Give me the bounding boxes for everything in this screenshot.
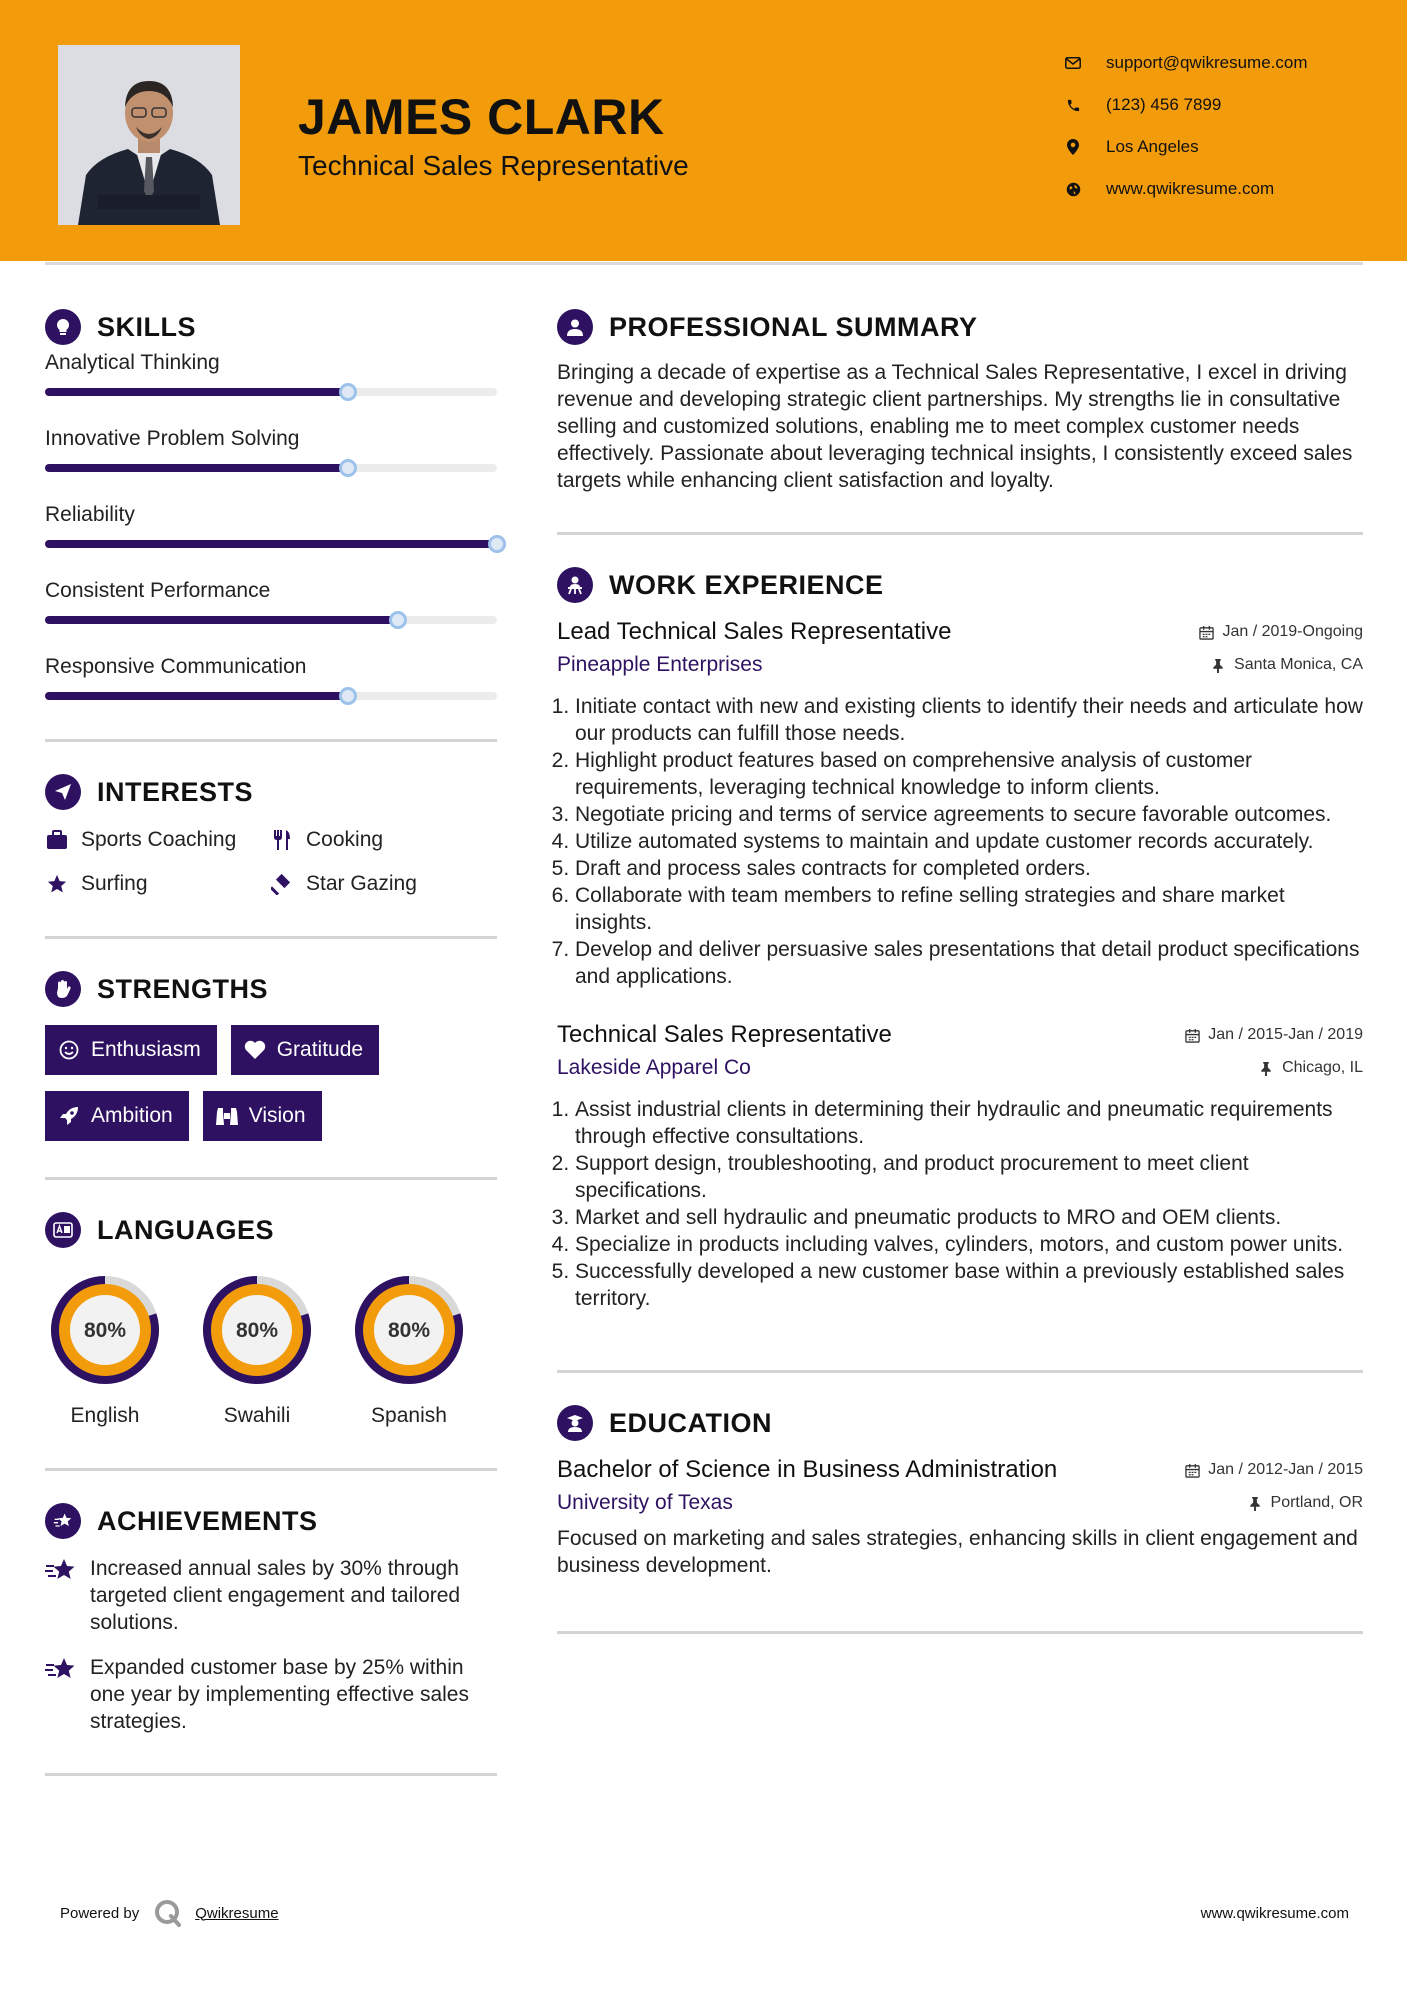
duty-item: 4. Utilize automated systems to maintain and update customer records accurately. <box>575 828 1363 855</box>
language-name: English <box>70 1404 140 1427</box>
paper-plane-icon <box>45 774 81 810</box>
languages-title: LANGUAGES <box>97 1214 275 1245</box>
education-heading <box>557 1401 1363 1445</box>
shooting-star-icon <box>45 1555 79 1636</box>
section-divider <box>45 936 497 939</box>
strengths-section <box>45 967 497 1141</box>
skill-bar-fill <box>45 464 348 472</box>
strength-chip <box>231 1025 379 1075</box>
strength-chip <box>45 1025 217 1075</box>
skill-item <box>45 655 497 731</box>
duty-item: 1. Assist industrial clients in determining their hydraulic and pneumatic requirements through effective consultations. <box>575 1096 1363 1150</box>
skills-list <box>45 351 497 731</box>
summary-text: Bringing a decade of expertise as a Technical Sales Representative, I excel in driving revenue and developing strategic client partnerships. My strengths lie in consultative selling and customized solutions, enabling me to meet complex customer needs effectively. Passionate about leveraging technical insights, I consistently exceed sales targets while enhancing client satisfaction and loyalty. <box>557 361 1353 492</box>
utensils-icon <box>270 828 294 852</box>
job-location-text: Santa Monica, CA <box>1234 656 1363 673</box>
contact-location-text: Los Angeles <box>1106 137 1199 156</box>
job-date-text: Jan / 2015-Jan / 2019 <box>1208 1026 1363 1043</box>
skill-bar <box>45 388 497 396</box>
language-name: Spanish <box>371 1404 447 1427</box>
interests-title: INTERESTS <box>97 776 254 807</box>
section-divider <box>557 532 1363 535</box>
achievements-heading <box>45 1499 497 1543</box>
skill-bar-fill <box>45 616 398 624</box>
strength-label: Ambition <box>91 1104 173 1127</box>
shooting-star-icon <box>45 1654 79 1735</box>
duty-item: 6. Collaborate with team members to refine selling strategies and share market insights. <box>575 882 1363 936</box>
experience-heading <box>557 563 1363 607</box>
achievement-item <box>45 1555 497 1636</box>
skill-name: Responsive Communication <box>45 655 307 678</box>
job-title: Technical Sales Representative <box>557 1021 892 1048</box>
skill-bar-knob <box>389 611 407 629</box>
education-date <box>1184 1461 1363 1479</box>
strengths-title: STRENGTHS <box>97 973 269 1004</box>
skill-bar-fill <box>45 388 348 396</box>
section-divider <box>557 1631 1363 1634</box>
star-icon <box>45 872 69 896</box>
summary-section <box>557 305 1363 494</box>
job-date <box>1184 1026 1363 1044</box>
candidate-name: JAMES CLARK <box>298 89 665 145</box>
gavel-icon <box>270 872 294 896</box>
achievements-title: ACHIEVEMENTS <box>97 1505 318 1536</box>
achievements-section <box>45 1499 497 1735</box>
duty-item: 2. Highlight product features based on comprehensive analysis of customer requirements, leveraging technical knowledge to inform clients. <box>575 747 1363 801</box>
graduate-icon <box>557 1405 593 1441</box>
skill-bar-knob <box>488 535 506 553</box>
contact-list <box>1064 42 1308 210</box>
phone-icon <box>1064 96 1082 114</box>
language-percent: 80% <box>387 1319 431 1342</box>
skill-name: Innovative Problem Solving <box>45 427 300 450</box>
profile-photo <box>58 45 240 225</box>
experience-section <box>557 563 1363 1312</box>
contact-phone[interactable] <box>1064 84 1308 126</box>
lightbulb-icon <box>45 309 81 345</box>
skill-item <box>45 503 497 579</box>
shooting-star-icon <box>45 1503 81 1539</box>
language-item <box>349 1270 469 1428</box>
skill-bar-fill <box>45 692 348 700</box>
skill-bar-fill <box>45 540 497 548</box>
pushpin-icon <box>1247 1495 1263 1511</box>
languages-list <box>45 1270 497 1428</box>
qwikresume-link[interactable]: Qwikresume <box>195 1904 279 1922</box>
education-location-text: Portland, OR <box>1270 1494 1363 1511</box>
skills-title: SKILLS <box>97 311 197 342</box>
contact-phone-text: (123) 456 7899 <box>1106 95 1222 114</box>
language-item <box>197 1270 317 1428</box>
strength-label: Gratitude <box>276 1038 364 1061</box>
language-percent: 80% <box>83 1319 127 1342</box>
section-divider <box>45 1773 497 1776</box>
job-date-text: Jan / 2019-Ongoing <box>1222 623 1363 640</box>
achievement-text: Expanded customer base by 25% within one year by implementing effective sales strategies. <box>90 1656 469 1733</box>
skills-section <box>45 305 497 731</box>
briefcase-icon <box>45 828 69 852</box>
language-ring <box>349 1270 469 1390</box>
contact-location <box>1064 126 1308 168</box>
interest-label: Star Gazing <box>306 872 417 895</box>
job-date <box>1198 623 1363 641</box>
education-entry <box>557 1453 1363 1579</box>
skill-name: Reliability <box>45 503 135 526</box>
achievement-item <box>45 1654 497 1735</box>
contact-email[interactable] <box>1064 42 1308 84</box>
rocket-icon <box>57 1104 81 1128</box>
strength-chip <box>203 1091 322 1141</box>
translate-icon <box>45 1212 81 1248</box>
experience-title: WORK EXPERIENCE <box>609 569 884 600</box>
job-title: Lead Technical Sales Representative <box>557 618 952 645</box>
interests-section <box>45 770 497 896</box>
user-icon <box>557 309 593 345</box>
degree-title: Bachelor of Science in Business Administration <box>557 1456 1058 1483</box>
calendar-icon <box>1184 1462 1200 1478</box>
candidate-title: Technical Sales Representative <box>298 150 689 181</box>
duty-item: 5. Successfully developed a new customer base within a previously established sales territory. <box>575 1258 1363 1312</box>
footer-site-link[interactable]: www.qwikresume.com <box>1200 1905 1349 1922</box>
header-divider <box>45 262 1363 265</box>
strength-label: Vision <box>248 1104 306 1127</box>
education-title: EDUCATION <box>609 1407 772 1438</box>
job-company: Pineapple Enterprises <box>557 653 763 676</box>
job-duties <box>557 693 1363 990</box>
job-duties <box>557 1096 1363 1312</box>
job-location <box>1258 1059 1363 1077</box>
language-name: Swahili <box>223 1404 291 1427</box>
duty-item: 5. Draft and process sales contracts for completed orders. <box>575 855 1363 882</box>
job-location-text: Chicago, IL <box>1282 1059 1363 1076</box>
contact-website-text: www.qwikresume.com <box>1106 179 1275 198</box>
skill-bar-knob <box>339 459 357 477</box>
language-item <box>45 1270 165 1428</box>
duty-item: 7. Develop and deliver persuasive sales presentations that detail product specifications and applications. <box>575 936 1363 990</box>
interest-item <box>270 872 495 896</box>
footer-branding <box>60 1898 279 1928</box>
duty-item: 3. Negotiate pricing and terms of service agreements to secure favorable outcomes. <box>575 801 1363 828</box>
school-name: University of Texas <box>557 1491 733 1514</box>
section-divider <box>45 739 497 742</box>
duty-item: 1. Initiate contact with new and existing clients to identify their needs and articulate how our products can fulfill those needs. <box>575 693 1363 747</box>
language-percent: 80% <box>235 1319 279 1342</box>
heart-icon <box>243 1038 267 1062</box>
summary-heading <box>557 305 1363 349</box>
skill-item <box>45 351 497 427</box>
pushpin-icon <box>1210 657 1226 673</box>
binoculars-icon <box>215 1104 239 1128</box>
interest-label: Sports Coaching <box>81 828 237 851</box>
duty-item: 3. Market and sell hydraulic and pneumatic products to MRO and OEM clients. <box>575 1204 1363 1231</box>
education-description: Focused on marketing and sales strategies, enhancing skills in client engagement and business development. <box>557 1527 1358 1577</box>
interest-item <box>270 828 495 852</box>
powered-by-label: Powered by <box>60 1904 140 1922</box>
strength-chip <box>45 1091 189 1141</box>
calendar-icon <box>1184 1027 1200 1043</box>
interest-item <box>45 872 270 896</box>
pushpin-icon <box>1258 1060 1274 1076</box>
right-column <box>557 305 1363 1634</box>
summary-title: PROFESSIONAL SUMMARY <box>609 311 978 342</box>
skills-heading <box>45 305 497 349</box>
duty-item: 2. Support design, troubleshooting, and product procurement to meet client specifications. <box>575 1150 1363 1204</box>
strengths-heading <box>45 967 497 1011</box>
interest-label: Surfing <box>81 872 148 895</box>
achievement-text: Increased annual sales by 30% through targeted client engagement and tailored solutions. <box>90 1557 461 1634</box>
job-company: Lakeside Apparel Co <box>557 1056 751 1079</box>
skill-item <box>45 427 497 503</box>
education-date-text: Jan / 2012-Jan / 2015 <box>1208 1461 1363 1478</box>
smile-icon <box>57 1038 81 1062</box>
strength-label: Enthusiasm <box>91 1038 201 1061</box>
skill-bar <box>45 540 497 548</box>
interests-heading <box>45 770 497 814</box>
education-section <box>557 1401 1363 1579</box>
language-ring <box>197 1270 317 1390</box>
strengths-list <box>45 1025 497 1141</box>
calendar-icon <box>1198 624 1214 640</box>
interest-label: Cooking <box>306 828 384 851</box>
duty-item: 4. Specialize in products including valves, cylinders, motors, and custom power units. <box>575 1231 1363 1258</box>
languages-section <box>45 1208 497 1428</box>
globe-icon <box>1064 180 1082 198</box>
education-location <box>1247 1494 1363 1512</box>
section-divider <box>45 1177 497 1180</box>
location-pin-icon <box>1064 138 1082 156</box>
languages-heading <box>45 1208 497 1252</box>
skill-bar-knob <box>339 687 357 705</box>
resume-header <box>0 0 1407 261</box>
contact-website[interactable] <box>1064 168 1308 210</box>
skill-name: Consistent Performance <box>45 579 271 602</box>
skill-bar <box>45 464 497 472</box>
job-entry <box>557 1018 1363 1312</box>
skill-bar <box>45 692 497 700</box>
left-column <box>45 305 497 1776</box>
presenter-icon <box>557 567 593 603</box>
skill-bar <box>45 616 497 624</box>
skill-bar-knob <box>339 383 357 401</box>
language-ring <box>45 1270 165 1390</box>
skill-item <box>45 579 497 655</box>
interests-list <box>45 828 497 896</box>
qwikresume-logo-icon <box>153 1898 183 1928</box>
section-divider <box>45 1468 497 1471</box>
job-entry <box>557 615 1363 990</box>
envelope-icon <box>1064 54 1082 72</box>
interest-item <box>45 828 270 852</box>
contact-email-text: support@qwikresume.com <box>1106 53 1308 72</box>
section-divider <box>557 1370 1363 1373</box>
job-location <box>1210 656 1363 674</box>
skill-name: Analytical Thinking <box>45 351 220 374</box>
hand-icon <box>45 971 81 1007</box>
